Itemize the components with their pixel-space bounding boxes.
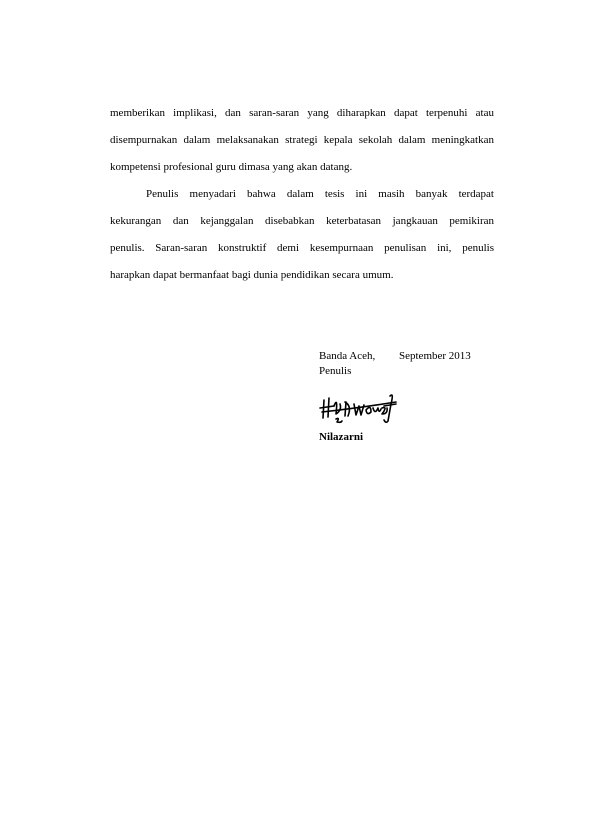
- handwritten-signature: [318, 386, 398, 428]
- paragraph-line: kompetensi profesional guru dimasa yang akan datang.: [110, 161, 353, 173]
- closing-block: [319, 349, 519, 379]
- paragraph-line: harapkan dapat bermanfaat bagi dunia pendidikan secara umum.: [110, 269, 394, 281]
- paragraph-line: penulis. Saran-saran konstruktif demi kesempurnaan penulisan ini, penulis: [110, 242, 494, 254]
- place-label: Banda Aceh,: [319, 350, 376, 362]
- paragraph-line: disempurnakan dalam melaksanakan strategi kepala sekolah dalam meningkatkan: [110, 134, 494, 146]
- paragraph-line: kekurangan dan kejanggalan disebabkan keterbatasan jangkauan pemikiran: [110, 215, 494, 227]
- date-label: September 2013: [399, 350, 471, 362]
- paragraph-line: memberikan implikasi, dan saran-saran yang diharapkan dapat terpenuhi atau: [110, 107, 494, 119]
- place-date-line: [319, 349, 519, 364]
- paragraph-line: Penulis menyadari bahwa dalam tesis ini masih banyak terdapat: [146, 188, 494, 200]
- body-text: [110, 100, 494, 289]
- author-role: Penulis: [319, 365, 352, 377]
- signer-name: Nilazarni: [319, 431, 363, 443]
